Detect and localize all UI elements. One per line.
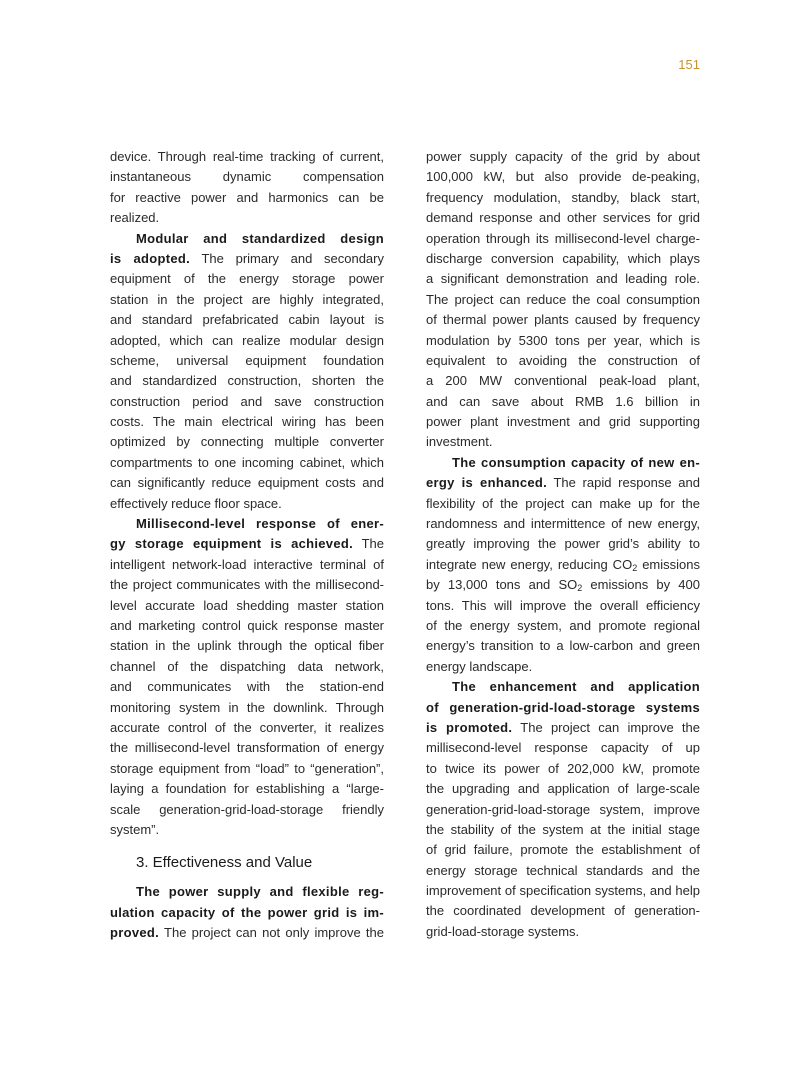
text-line: The project can reduce the coal consumption <box>426 291 700 307</box>
text-span: emissions <box>637 556 700 572</box>
text-line: flexibility of the project can make up for the <box>426 495 700 511</box>
text-line: a significant demonstration and leading role. <box>426 271 700 287</box>
text-span: The project can improve the <box>512 719 701 735</box>
bold-lead: is adopted. <box>110 250 191 266</box>
paragraph-grid-capacity <box>426 147 700 453</box>
bold-lead: is promoted. <box>426 719 513 735</box>
bold-lead-line: The enhancement and application <box>452 679 700 695</box>
text-line: power plant investment and grid supporting <box>426 414 700 430</box>
text-line: station in the project are highly integrated, <box>110 291 384 307</box>
subscript: 2 <box>577 583 583 594</box>
text-span: The rapid response and <box>547 475 700 491</box>
text-line: intelligent network-load interactive terminal of <box>110 556 384 572</box>
text-line: of grid failure, promote the establishment of <box>426 842 700 858</box>
text-line: accurate control of the converter, it realizes <box>110 719 384 735</box>
text-line: and communicates with the station-end <box>110 679 384 695</box>
text-line: operation through its millisecond-level charge- <box>426 230 700 246</box>
text-line: modulation by 5300 tons per year, which is <box>426 332 700 348</box>
bold-lead: gy storage equipment is achieved. <box>110 536 354 552</box>
paragraph-device-compensation <box>110 147 384 229</box>
text-span: The primary and secondary <box>190 250 384 266</box>
bold-lead-line: of generation-grid-load-storage systems <box>426 699 700 715</box>
text-line: the project communicates with the millisecond- <box>110 577 384 593</box>
text-line: investment. <box>426 434 493 450</box>
text-line: and can save about RMB 1.6 billion in <box>426 393 700 409</box>
text-line: energy’s transition to a low-carbon and green <box>426 638 700 654</box>
text-span: integrate new energy, reducing CO <box>426 556 633 572</box>
text-line: construction period and save construction <box>110 393 384 409</box>
text-line: the coordinated development of generation- <box>426 903 700 919</box>
bold-lead: proved. <box>110 925 160 941</box>
bold-lead: ergy is enhanced. <box>426 475 548 491</box>
text-span: The <box>353 536 384 552</box>
page-number: 151 <box>678 57 700 72</box>
text-line: generation-grid-load-storage system, improve <box>426 801 700 817</box>
text-line: storage equipment from “load” to “generation”, <box>110 760 384 776</box>
paragraph-power-supply <box>110 882 384 943</box>
text-line: grid-load-storage systems. <box>426 923 580 939</box>
text-line <box>426 718 700 738</box>
text-span: by 13,000 tons and SO <box>426 577 578 593</box>
text-line: power supply capacity of the grid by about <box>426 149 700 164</box>
text-line: randomness and intermittence of new energy, <box>426 516 700 532</box>
text-line: scheme, universal equipment foundation <box>110 352 384 368</box>
text-line: the upgrading and application of large-scale <box>426 781 700 797</box>
bold-lead-line: Modular and standardized design <box>136 230 384 246</box>
text-line: equipment of the energy storage power <box>110 271 384 287</box>
text-line <box>426 473 700 493</box>
paragraph-new-energy <box>426 453 700 677</box>
text-line: level accurate load shedding master station <box>110 597 384 613</box>
text-line: costs. The main electrical wiring has been <box>110 414 384 430</box>
text-line: discharge conversion capability, which plays <box>426 250 700 266</box>
text-line: equivalent to avoiding the construction of <box>426 352 700 368</box>
paragraph-generation-grid-load-storage <box>426 677 700 942</box>
text-line: the stability of the system at the initial stage <box>426 821 700 837</box>
text-line: millisecond-level response capacity of up <box>426 740 700 756</box>
text-line: energy storage technical standards and the <box>426 862 700 878</box>
text-line <box>426 575 700 595</box>
bold-lead-line: The power supply and flexible reg- <box>136 884 384 900</box>
text-line <box>426 555 700 575</box>
text-line: optimized by connecting multiple converter <box>110 434 384 450</box>
text-line: effectively reduce floor space. <box>110 495 282 511</box>
text-line: demand response and other services for grid <box>426 210 700 226</box>
text-line: compartments to one incoming cabinet, which <box>110 454 384 470</box>
text-line: device. Through real-time tracking of current, <box>110 149 384 164</box>
text-line: channel of the dispatching data network, <box>110 658 384 674</box>
text-line: 100,000 kW, but also provide de-peaking, <box>426 169 700 185</box>
text-line: tons. This will improve the overall efficiency <box>426 597 700 613</box>
text-line: station in the uplink through the optical fiber <box>110 638 384 654</box>
text-span: The project can not only improve the <box>159 925 384 941</box>
text-line: to twice its power of 202,000 kW, promote <box>426 760 700 776</box>
text-span: emissions by 400 <box>582 577 700 593</box>
text-line: frequency modulation, standby, black start, <box>426 189 700 205</box>
text-line: greatly improving the power grid’s ability to <box>426 536 700 552</box>
bold-lead-line: ulation capacity of the power grid is im- <box>110 904 384 920</box>
text-line: of the energy system, and promote regional <box>426 617 700 633</box>
right-column <box>426 147 700 942</box>
text-line: improvement of specification systems, and help <box>426 883 700 899</box>
text-line: monitoring system in the downlink. Through <box>110 699 384 715</box>
section-heading: 3. Effectiveness and Value <box>136 854 313 872</box>
text-line <box>110 249 384 269</box>
text-line: for reactive power and harmonics can be <box>110 189 384 205</box>
text-line: can significantly reduce equipment costs and <box>110 475 384 491</box>
text-line: and marketing control quick response master <box>110 617 384 633</box>
text-line: adopted, which can realize modular design <box>110 332 384 348</box>
text-line: the millisecond-level transformation of energy <box>110 740 384 756</box>
bold-lead-line: The consumption capacity of new en- <box>452 454 700 470</box>
left-column <box>110 147 384 943</box>
subscript: 2 <box>632 562 638 573</box>
text-line: of thermal power plants caused by frequency <box>426 312 700 328</box>
bold-lead-line: Millisecond-level response of ener- <box>136 516 384 532</box>
text-line: laying a foundation for establishing a “large- <box>110 781 384 797</box>
text-line: a 200 MW conventional peak-load plant, <box>426 373 700 389</box>
text-line: instantaneous dynamic compensation <box>110 169 384 185</box>
text-line <box>110 923 384 943</box>
text-line: realized. <box>110 210 160 226</box>
text-line: scale generation-grid-load-storage friendly <box>110 801 384 817</box>
paragraph-modular-design <box>110 229 384 514</box>
text-line: energy landscape. <box>426 658 533 674</box>
text-line: and standard prefabricated cabin layout is <box>110 312 384 328</box>
text-line: and standardized construction, shorten the <box>110 373 384 389</box>
paragraph-millisecond-response <box>110 514 384 840</box>
text-line <box>110 534 384 554</box>
text-line: system”. <box>110 821 160 837</box>
